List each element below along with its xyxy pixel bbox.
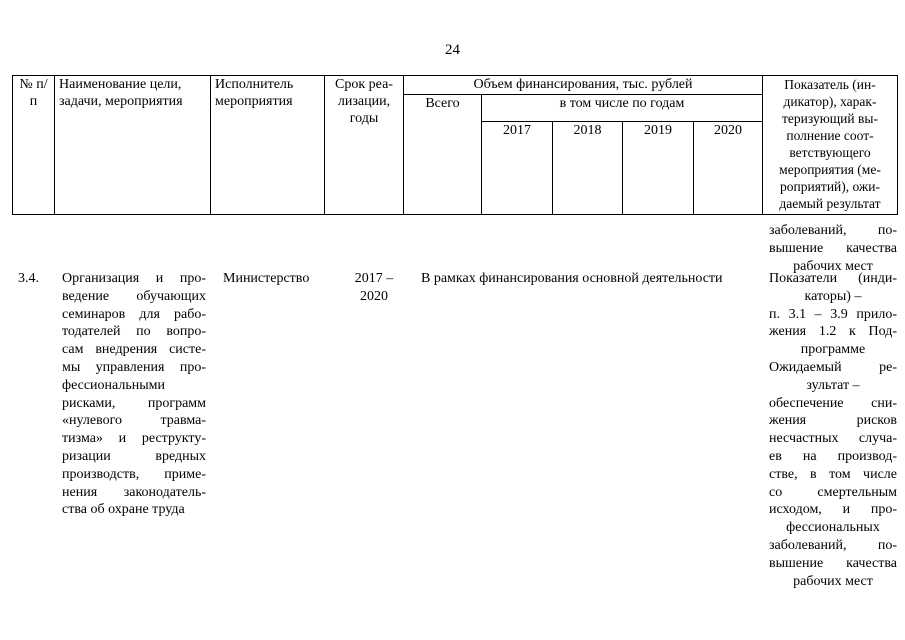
text-line: ведение обучающих bbox=[62, 288, 206, 304]
header-period: Срок реа-лизации, годы bbox=[325, 76, 404, 215]
header-year: 2019 bbox=[623, 122, 694, 215]
table-header bbox=[12, 75, 898, 215]
header-by-years: в том числе по годам bbox=[482, 95, 763, 122]
text-line: несчастных случа- bbox=[769, 431, 897, 447]
text-line: рабочих мест bbox=[793, 573, 873, 589]
text-line: ства об охране труда bbox=[62, 502, 185, 518]
text-line: фессиональными bbox=[62, 377, 166, 393]
text-line: заболеваний, по- bbox=[769, 537, 897, 553]
text-line: зультат – bbox=[806, 377, 860, 393]
text-line: нения законодатель- bbox=[62, 484, 206, 500]
text-line: производств, приме- bbox=[62, 466, 206, 482]
text-line: жения рисков bbox=[769, 413, 897, 429]
text-line: 2017 – bbox=[354, 271, 394, 286]
text-line: ризации вредных bbox=[62, 448, 206, 464]
row-executor: Министерство bbox=[223, 271, 310, 286]
text-line: сам внедрения систе- bbox=[62, 342, 206, 358]
page-number: 24 bbox=[445, 42, 460, 58]
header-funding: Объем финансирования, тыс. рублей bbox=[404, 76, 763, 95]
header-total: Всего bbox=[404, 95, 482, 215]
header-year: 2017 bbox=[482, 122, 553, 215]
text-line: вышение качества bbox=[769, 555, 897, 571]
row-number: 3.4. bbox=[18, 271, 39, 286]
header-indicator: Показатель (ин-дикатор), харак-теризующий вы-полнение соот-ветствующего мероприятия (ме-роприятий), ожи-даемый результат bbox=[763, 76, 898, 215]
header-num: № п/п bbox=[13, 76, 55, 215]
text-line: Показатели (инди- bbox=[769, 271, 897, 286]
text-line: тодателей по вопро- bbox=[62, 324, 206, 340]
text-line: 2020 bbox=[360, 288, 388, 304]
text-line: «нулевого травма- bbox=[62, 413, 206, 429]
text-line: мы управления про- bbox=[62, 359, 206, 375]
row-period bbox=[340, 270, 408, 306]
row-indicator bbox=[769, 270, 897, 590]
text-line: заболеваний, по- bbox=[769, 223, 897, 238]
text-line: Ожидаемый ре- bbox=[769, 359, 897, 375]
text-line: тизма» и реструкту- bbox=[62, 431, 206, 447]
text-line: Организация и про- bbox=[62, 271, 206, 286]
text-line: жения 1.2 к Под- bbox=[769, 324, 897, 340]
text-line: фессиональных bbox=[786, 520, 880, 536]
header-name: Наименование цели, задачи, мероприятия bbox=[55, 76, 211, 215]
text-line: рисками, программ bbox=[62, 395, 206, 411]
text-line: п. 3.1 – 3.9 прило- bbox=[769, 306, 897, 322]
text-line: рабочих мест bbox=[793, 258, 873, 274]
row-funding: В рамках финансирования основной деятельности bbox=[421, 271, 723, 286]
header-executor: Исполнитель мероприятия bbox=[211, 76, 325, 215]
text-line: программе bbox=[800, 342, 866, 358]
text-line: каторы) – bbox=[804, 288, 862, 304]
text-line: ев на производ- bbox=[769, 448, 897, 464]
row-name bbox=[62, 270, 206, 519]
text-line: вышение качества bbox=[769, 240, 897, 256]
header-year: 2018 bbox=[553, 122, 623, 215]
text-line: исходом, и про- bbox=[769, 502, 897, 518]
header-year: 2020 bbox=[694, 122, 763, 215]
text-line: обеспечение сни- bbox=[769, 395, 897, 411]
text-line: семинаров для рабо- bbox=[62, 306, 206, 322]
text-line: стве, в том числе bbox=[769, 466, 897, 482]
carryover-text bbox=[769, 222, 897, 275]
text-line: со смертельным bbox=[769, 484, 897, 500]
